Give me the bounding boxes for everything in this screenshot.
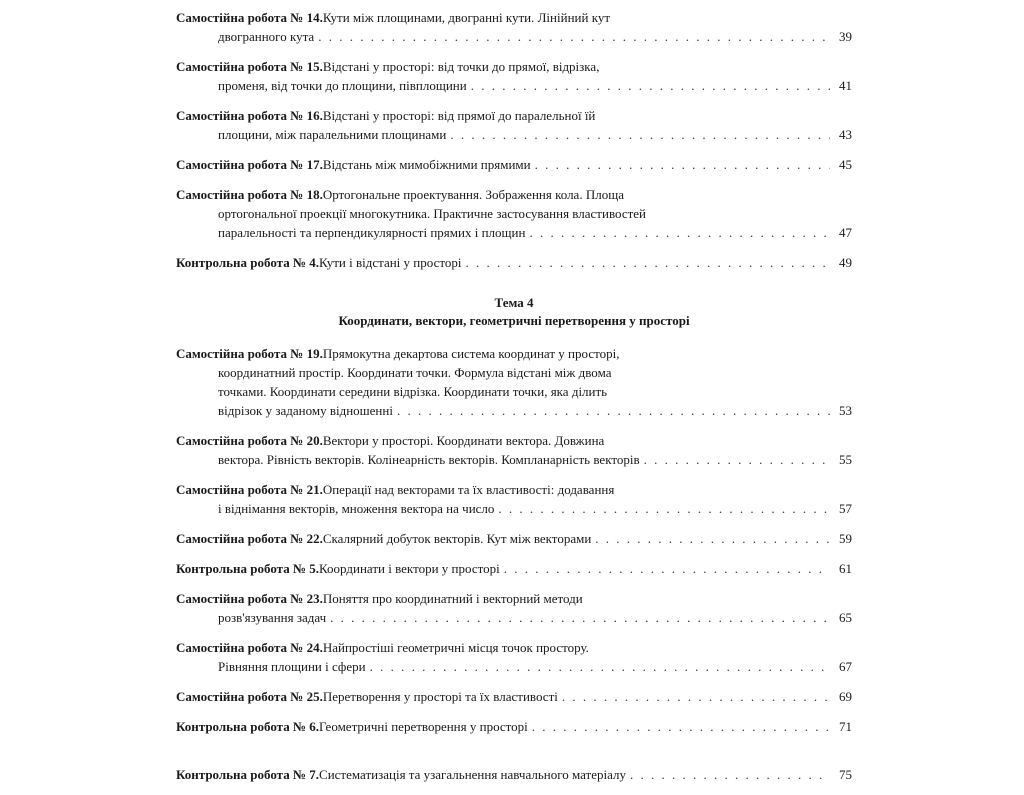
toc-page-number: 75 (839, 767, 852, 782)
toc-entry-title: Ортогональне проектування. Зображення кола. Площа (322, 187, 624, 202)
toc-entry-continuation (176, 76, 852, 95)
dot-leader (562, 687, 830, 706)
dot-leader (465, 253, 830, 272)
toc-entry-title: Перетворення у просторі та їх властивості (322, 689, 558, 704)
toc-entry-first-line (176, 638, 852, 657)
toc-entry-continuation (176, 125, 852, 144)
toc-page-number: 55 (839, 452, 852, 467)
topic-number: Тема 4 (494, 295, 534, 310)
toc-entry (176, 106, 852, 144)
toc-entry-continuation (176, 401, 852, 420)
toc-entry-lead: Контрольна робота № 7. (176, 767, 320, 782)
toc-entry-lead: Контрольна робота № 6. (176, 719, 320, 734)
toc-page-number: 67 (839, 659, 852, 674)
toc-entry (176, 344, 852, 420)
toc-entry-lead: Самостійна робота № 22. (176, 531, 323, 546)
toc-entry-continuation (176, 450, 852, 469)
toc-entry-title-cont: площини, між паралельними площинами (218, 127, 447, 142)
toc-entry-continuation (176, 223, 852, 242)
table-of-contents (176, 8, 852, 795)
toc-entry-first-line (176, 344, 852, 363)
toc-entry-first-line (176, 8, 852, 27)
toc-entry-lead: Контрольна робота № 5. (176, 561, 320, 576)
toc-entry-title: Відстані у просторі: від точки до прямої, відрізка, (322, 59, 600, 74)
toc-entry (176, 57, 852, 95)
toc-entry-title-cont: точками. Координати середини відрізка. Координати точки, яка ділить (218, 384, 608, 399)
toc-entry-title: Відстані у просторі: від прямої до паралельної їй (322, 108, 596, 123)
dot-leader (370, 657, 830, 676)
toc-entry-lead: Самостійна робота № 24. (176, 640, 323, 655)
toc-entry (176, 687, 852, 706)
toc-entry-continuation (176, 27, 852, 46)
toc-entry-title-cont: вектора. Рівність векторів. Колінеарність векторів. Компланарність векторів (218, 452, 640, 467)
toc-entry (176, 529, 852, 548)
toc-page-number: 39 (839, 29, 852, 44)
toc-page-number: 53 (839, 403, 852, 418)
dot-leader (504, 559, 830, 578)
toc-entry-lead: Самостійна робота № 16. (176, 108, 323, 123)
toc-entry-first-line (176, 106, 852, 125)
toc-entry-lead: Самостійна робота № 20. (176, 433, 323, 448)
toc-entry-title: Скалярний добуток векторів. Кут між векторами (322, 531, 592, 546)
toc-entry-continuation (176, 382, 852, 401)
dot-leader (595, 529, 830, 548)
toc-entry-lead: Контрольна робота № 4. (176, 255, 320, 270)
toc-entry (176, 431, 852, 469)
toc-entry-lead: Самостійна робота № 25. (176, 689, 323, 704)
toc-entry-title-cont: координатний простір. Координати точки. Формула відстані між двома (218, 365, 612, 380)
toc-page-number: 41 (839, 78, 852, 93)
toc-entry-title: Поняття про координатний і векторний методи (322, 591, 583, 606)
toc-entry-first-line (176, 57, 852, 76)
toc-page-number: 71 (839, 719, 852, 734)
dot-leader (397, 401, 830, 420)
toc-entry (176, 253, 852, 272)
section-spacer (176, 747, 852, 765)
toc-entry-title: Операції над векторами та їх властивості: додавання (322, 482, 615, 497)
toc-entry-title: Відстань між мимобіжними прямими (322, 157, 531, 172)
toc-page-number: 57 (839, 501, 852, 516)
dot-leader (529, 223, 830, 242)
toc-section-topic-3 (176, 8, 852, 272)
toc-entry-continuation (176, 204, 852, 223)
toc-entry-first-line (176, 431, 852, 450)
toc-entry-first-line (176, 717, 852, 736)
toc-entry (176, 185, 852, 242)
toc-page-number: 59 (839, 531, 852, 546)
dot-leader (535, 155, 830, 174)
toc-entry-title: Кути між площинами, двогранні кути. Лінійний кут (322, 10, 611, 25)
toc-entry (176, 559, 852, 578)
toc-entry-first-line (176, 253, 852, 272)
toc-section-topic-4 (176, 344, 852, 736)
toc-entry-lead: Самостійна робота № 17. (176, 157, 323, 172)
toc-entry (176, 589, 852, 627)
toc-entry-title: Вектори у просторі. Координати вектора. Довжина (322, 433, 605, 448)
toc-entry-first-line (176, 687, 852, 706)
toc-page-number: 65 (839, 610, 852, 625)
toc-entry (176, 155, 852, 174)
toc-entry (176, 480, 852, 518)
toc-page-number: 61 (839, 561, 852, 576)
toc-entry-title-cont: розв'язування задач (218, 610, 327, 625)
topic-title: Координати, вектори, геометричні перетворення у просторі (338, 313, 690, 328)
dot-leader (471, 76, 830, 95)
toc-entry-title: Систематизація та узагальнення навчального матеріалу (319, 767, 626, 782)
toc-entry (176, 638, 852, 676)
toc-entry-first-line (176, 480, 852, 499)
dot-leader (498, 499, 830, 518)
toc-entry-title: Найпростіші геометричні місця точок простору. (322, 640, 589, 655)
dot-leader (450, 125, 830, 144)
dot-leader (330, 608, 830, 627)
toc-entry-lead: Самостійна робота № 15. (176, 59, 323, 74)
toc-entry-first-line (176, 589, 852, 608)
toc-entry-continuation (176, 657, 852, 676)
toc-entry-title-cont: ортогональної проекції многокутника. Практичне застосування властивостей (218, 206, 646, 221)
toc-entry-first-line (176, 559, 852, 578)
toc-entry-title-cont: променя, від точки до площини, півплощини (218, 78, 467, 93)
toc-entry-lead: Самостійна робота № 21. (176, 482, 323, 497)
toc-entry-first-line (176, 155, 852, 174)
dot-leader (318, 27, 830, 46)
toc-page-number: 49 (839, 255, 852, 270)
toc-entry-title-cont: паралельності та перпендикулярності прямих і площин (218, 225, 526, 240)
toc-entry-continuation (176, 363, 852, 382)
toc-page-number: 45 (839, 157, 852, 172)
toc-entry-continuation (176, 499, 852, 518)
toc-page-number: 43 (839, 127, 852, 142)
topic-heading (176, 294, 852, 330)
toc-entry-title-cont: відрізок у заданому відношенні (218, 403, 393, 418)
toc-entry-title-cont: Рівняння площини і сфери (218, 659, 366, 674)
toc-entry-title: Геометричні перетворення у просторі (319, 719, 528, 734)
toc-entry-title: Прямокутна декартова система координат у просторі, (322, 346, 620, 361)
toc-entry-title: Координати і вектори у просторі (319, 561, 500, 576)
toc-page-number: 47 (839, 225, 852, 240)
toc-entry-lead: Самостійна робота № 18. (176, 187, 323, 202)
toc-page-number: 69 (839, 689, 852, 704)
toc-entry-lead: Самостійна робота № 19. (176, 346, 323, 361)
toc-entry-lead: Самостійна робота № 23. (176, 591, 323, 606)
toc-entry (176, 717, 852, 736)
toc-entry-title: Кути і відстані у просторі (319, 255, 462, 270)
toc-entry-continuation (176, 608, 852, 627)
toc-entry-first-line (176, 529, 852, 548)
toc-entry (176, 8, 852, 46)
toc-entry-title-cont: і віднімання векторів, множення вектора на число (218, 501, 495, 516)
toc-entry-first-line (176, 185, 852, 204)
toc-entry-title-cont: двогранного кута (218, 29, 315, 44)
toc-entry-lead: Самостійна робота № 14. (176, 10, 323, 25)
dot-leader (644, 450, 830, 469)
dot-leader (532, 717, 830, 736)
